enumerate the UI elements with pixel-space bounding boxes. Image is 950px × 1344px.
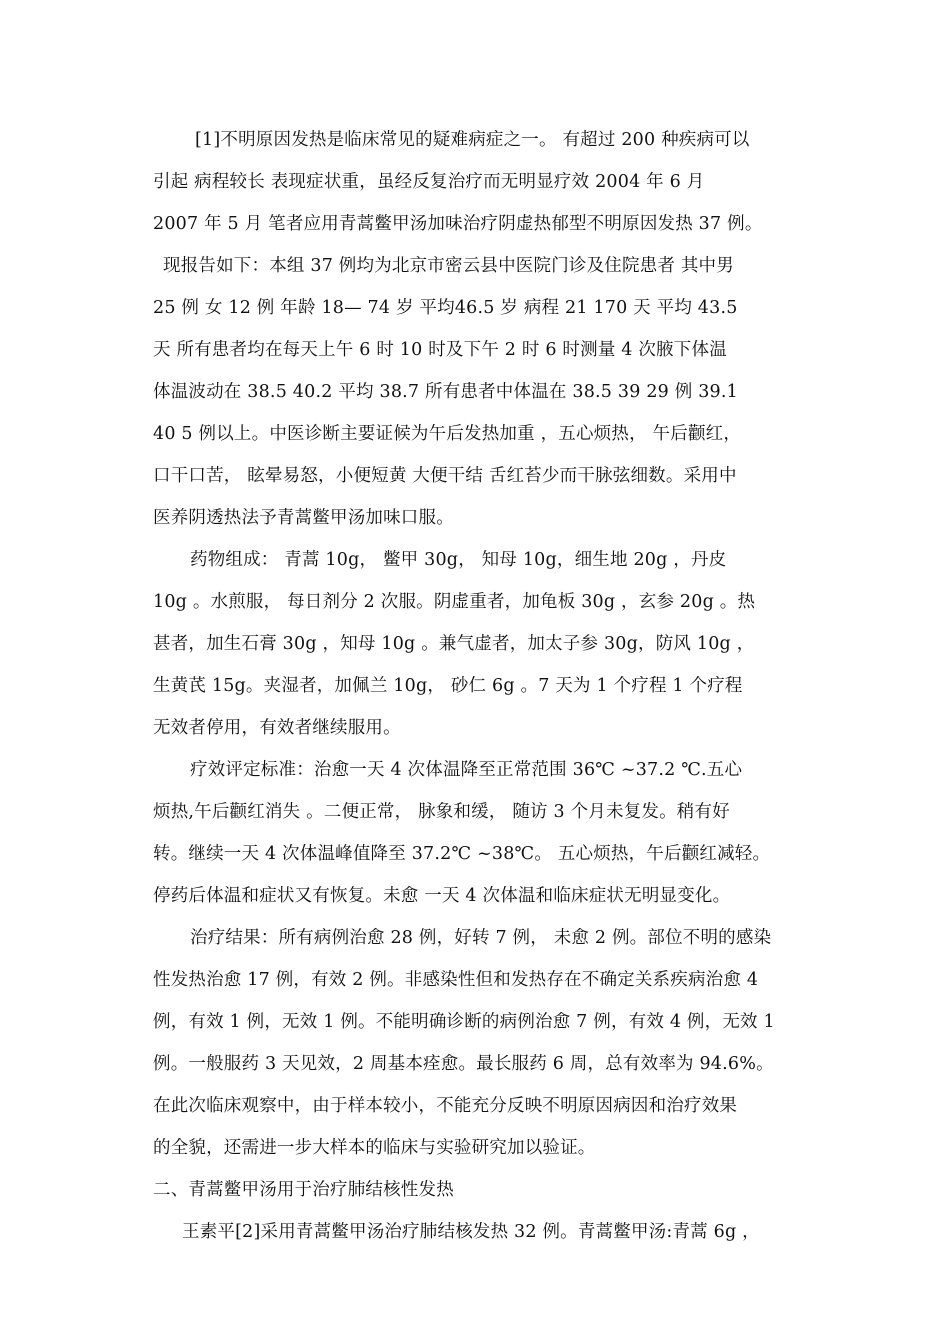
text-line: 2007 年 5 月 笔者应用青蒿鳖甲汤加味治疗阴虚热郁型不明原因发热 37 例。 <box>153 214 763 234</box>
text-line: 的全貌，还需进一步大样本的临床与实验研究加以验证。 <box>153 1138 596 1158</box>
text-line: 例，有效 1 例，无效 1 例。不能明确诊断的病例治愈 7 例，有效 4 例，无效 1 <box>153 1012 775 1032</box>
text-line: 疗效评定标准：治愈一天 4 次体温降至正常范围 36℃ ~37.2 ℃.五心 <box>190 760 743 780</box>
text-line: [1]不明原因发热是临床常见的疑难病症之一。 有超过 200 种疾病可以 <box>195 130 750 150</box>
text-line: 现报告如下：本组 37 例均为北京市密云县中医院门诊及住院患者 其中男 <box>163 256 734 276</box>
text-line: 停药后体温和症状又有恢复。未愈 一天 4 次体温和临床症状无明显变化。 <box>153 886 731 906</box>
text-line: 口干口苦， 眩晕易怒，小便短黄 大便干结 舌红苔少而干脉弦细数。采用中 <box>153 466 737 486</box>
text-line: 药物组成： 青蒿 10g， 鳖甲 30g， 知母 10g，细生地 20g ，丹皮 <box>190 550 727 570</box>
text-line: 天 所有患者均在每天上午 6 时 10 时及下午 2 时 6 时测量 4 次腋下体温 <box>153 340 727 360</box>
text-line: 生黄芪 15g。夹湿者，加佩兰 10g， 砂仁 6g 。7 天为 1 个疗程 1 个疗程 <box>153 676 743 696</box>
text-line: 甚者，加生石膏 30g ，知母 10g 。兼气虚者，加太子参 30g，防风 10g ， <box>153 634 755 654</box>
text-line: 10g 。水煎服， 每日剂分 2 次服。阴虚重者，加龟板 30g ，玄参 20g 。热 <box>153 592 756 612</box>
text-line: 在此次临床观察中，由于样本较小，不能充分反映不明原因病因和治疗效果 <box>153 1096 738 1116</box>
text-line: 性发热治愈 17 例，有效 2 例。非感染性但和发热存在不确定关系疾病治愈 4 <box>153 970 759 990</box>
text-line: 25 例 女 12 例 年龄 18— 74 岁 平均46.5 岁 病程 21 170 天 平均 43.5 <box>153 298 738 318</box>
text-line: 无效者停用，有效者继续服用。 <box>153 718 401 738</box>
text-line: 引起 病程较长 表现症状重，虽经反复治疗而无明显疗效 2004 年 6 月 <box>153 172 705 192</box>
text-line: 王素平[2]采用青蒿鳖甲汤治疗肺结核发热 32 例。青蒿鳖甲汤:青蒿 6g ， <box>182 1222 760 1242</box>
text-line: 烦热,午后颧红消失 。二便正常， 脉象和缓， 随访 3 个月未复发。稍有好 <box>153 802 730 822</box>
text-line: 治疗结果：所有病例治愈 28 例，好转 7 例， 未愈 2 例。部位不明的感染 <box>190 928 772 948</box>
text-line: 医养阴透热法予青蒿鳖甲汤加味口服。 <box>153 508 454 528</box>
text-line: 转。继续一天 4 次体温峰值降至 37.2℃ ~38℃。 五心烦热，午后颧红减轻。 <box>153 844 771 864</box>
text-line: 体温波动在 38.5 40.2 平均 38.7 所有患者中体温在 38.5 39 29 例 39.1 <box>153 382 738 402</box>
text-line: 例。一般服药 3 天见效，2 周基本痊愈。最长服药 6 周，总有效率为 94.6%。 <box>153 1054 774 1074</box>
text-line: 40 5 例以上。中医诊断主要证候为午后发热加重 ，五心烦热， 午后颧红， <box>153 424 742 444</box>
section-heading: 二、青蒿鳖甲汤用于治疗肺结核性发热 <box>153 1180 454 1200</box>
